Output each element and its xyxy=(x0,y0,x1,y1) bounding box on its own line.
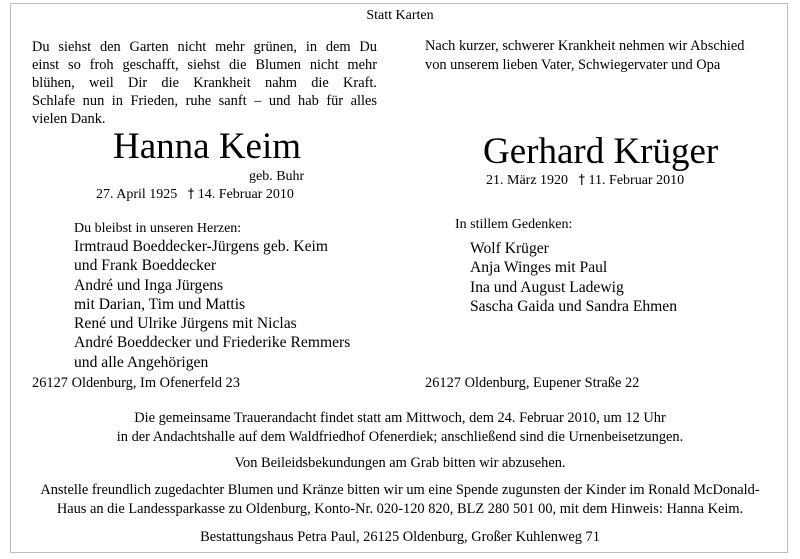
intro-line: Nach kurzer, schwerer Krankheit nehmen wir Abschied xyxy=(425,38,745,54)
deceased-name-right: Gerhard Krüger xyxy=(483,131,719,172)
mourner: René und Ulrike Jürgens mit Niclas xyxy=(74,315,297,333)
poem-line: vielen Dank. xyxy=(32,111,106,127)
service-line: in der Andachtshalle auf dem Waldfriedhof Ofenerdiek; anschließend sind die Urnenbeisetzungen. xyxy=(116,429,684,445)
cross-icon: † xyxy=(578,173,586,188)
poem-line: Schlafe nun in Frieden, ruhe sanft – und hab für alles xyxy=(32,93,377,109)
address-right: 26127 Oldenburg, Eupener Straße 22 xyxy=(425,375,640,391)
mourner: André Boeddecker und Friederike Remmers xyxy=(74,334,351,352)
death-date: 14. Februar 2010 xyxy=(197,187,294,202)
cross-icon: † xyxy=(187,187,195,202)
life-dates-left xyxy=(96,186,294,203)
poem-line: einst so froh geschafft, siehst die Blumen nicht mehr xyxy=(32,57,377,73)
service-line: Die gemeinsame Trauerandacht findet statt am Mittwoch, dem 24. Februar 2010, um 12 Uhr xyxy=(134,410,666,426)
mourner: und alle Angehörigen xyxy=(74,353,209,371)
deceased-name-left: Hanna Keim xyxy=(113,126,302,167)
address-left: 26127 Oldenburg, Im Ofenerfeld 23 xyxy=(32,375,240,391)
mourner: und Frank Boeddecker xyxy=(74,257,217,275)
mourners-list-left xyxy=(74,237,350,372)
birth-date: 21. März 1920 xyxy=(486,173,569,188)
service-info xyxy=(0,409,800,447)
poem-line: blühen, weil Dir die Krankheit nahm die Kraft. xyxy=(32,75,377,91)
death-date: 11. Februar 2010 xyxy=(588,173,685,188)
mourner: Anja Winges mit Paul xyxy=(470,259,608,277)
donation-line: Haus an die Landessparkasse zu Oldenburg, Konto-Nr. 020-120 820, BLZ 280 501 00, mit dem Hinweis: Hanna Keim. xyxy=(56,501,744,517)
birth-name: geb. Buhr xyxy=(249,169,305,184)
no-condolences-note: Von Beileidsbekundungen am Grab bitten wir abzusehen. xyxy=(234,455,566,471)
mourners-heading-right: In stillem Gedenken: xyxy=(455,217,573,232)
donation-info xyxy=(0,481,800,519)
funeral-home: Bestattungshaus Petra Paul, 26125 Oldenburg, Großer Kuhlenweg 71 xyxy=(200,529,600,545)
birth-date: 27. April 1925 xyxy=(96,187,178,202)
mourner: Wolf Krüger xyxy=(470,240,549,257)
mourners-list-right xyxy=(470,239,677,316)
poem-line: Du siehst den Garten nicht mehr grünen, in dem Du xyxy=(32,39,377,55)
poem xyxy=(32,38,377,128)
mourners-heading-left: Du bleibst in unseren Herzen: xyxy=(74,221,242,236)
mourner: André und Inga Jürgens xyxy=(74,276,224,294)
mourner: mit Darian, Tim und Mattis xyxy=(74,295,246,313)
header-statt-karten: Statt Karten xyxy=(366,8,434,23)
donation-line: Anstelle freundlich zugedachter Blumen und Kränze bitten wir um eine Spende zugunsten der Kinder im Ronald McDonald- xyxy=(40,482,760,498)
mourner: Ina und August Ladewig xyxy=(470,278,624,296)
mourner: Sascha Gaida und Sandra Ehmen xyxy=(470,297,677,315)
intro-text xyxy=(425,37,785,75)
mourner: Irmtraud Boeddecker-Jürgens geb. Keim xyxy=(74,238,329,255)
life-dates-right xyxy=(486,172,684,189)
intro-line: von unserem lieben Vater, Schwiegervater und Opa xyxy=(425,57,721,73)
